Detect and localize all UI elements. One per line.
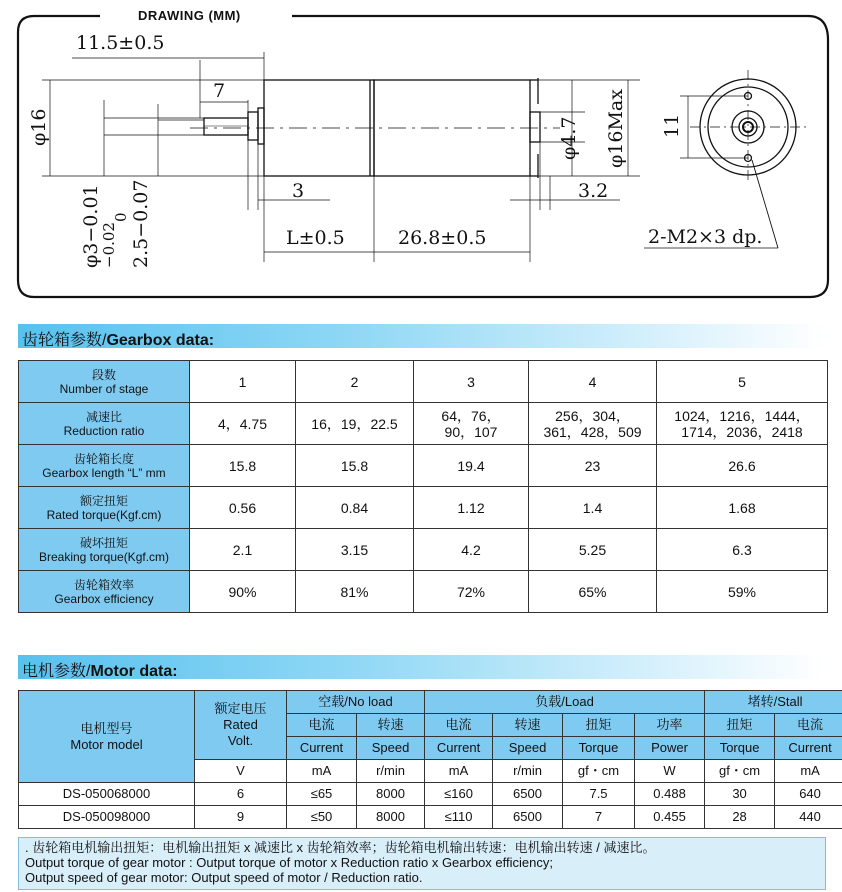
formula-note bbox=[18, 837, 826, 890]
note-line-torque: Output torque of gear motor : Output torque of motor x Reduction ratio x Gearbox efficiency; bbox=[25, 855, 553, 870]
motor-cell: 0.455 bbox=[635, 806, 705, 829]
gearbox-cell: 90% bbox=[190, 571, 296, 613]
dim-three: 3 bbox=[292, 180, 305, 202]
gearbox-cell: 1.68 bbox=[657, 487, 828, 529]
motor-subheader-en: Speed bbox=[493, 737, 563, 760]
gearbox-cell: 81% bbox=[296, 571, 414, 613]
gearbox-cell: 1 bbox=[190, 361, 296, 403]
gearbox-cell: 65% bbox=[529, 571, 657, 613]
gearbox-row bbox=[19, 571, 828, 613]
dim-hole-spacing: 11 bbox=[661, 113, 683, 138]
gearbox-cell: 3 bbox=[414, 361, 529, 403]
stall-header: 堵转/Stall bbox=[705, 691, 842, 714]
motor-unit: r/min bbox=[493, 760, 563, 783]
gearbox-row-header: 额定扭矩 Rated torque(Kgf.cm) bbox=[19, 487, 190, 529]
dim-motor-diameter: φ16Max bbox=[605, 89, 627, 168]
motor-section-header bbox=[18, 655, 826, 679]
gearbox-cell: 16，19，22.5 bbox=[296, 403, 414, 445]
gearbox-cell: 15.8 bbox=[190, 445, 296, 487]
gearbox-cell: 6.3 bbox=[657, 529, 828, 571]
motor-cell: ≤50 bbox=[287, 806, 357, 829]
motor-subheader-cn: 电流 bbox=[775, 714, 842, 737]
dim-motor-length: 26.8±0.5 bbox=[398, 227, 487, 249]
gearbox-cell: 19.4 bbox=[414, 445, 529, 487]
motor-subheader-en: Torque bbox=[563, 737, 635, 760]
motor-cell: ≤65 bbox=[287, 783, 357, 806]
motor-unit: mA bbox=[425, 760, 493, 783]
gearbox-cell: 26.6 bbox=[657, 445, 828, 487]
gearbox-heading-cn: 齿轮箱参数/ bbox=[22, 332, 107, 349]
gearbox-cell: 4 bbox=[529, 361, 657, 403]
motor-unit: r/min bbox=[357, 760, 425, 783]
note-line-cn: . 齿轮箱电机输出扭矩：电机输出扭矩 x 减速比 x 齿轮箱效率；齿轮箱电机输出转速：电机输出转速 / 减速比。 bbox=[25, 840, 656, 855]
gearbox-cell: 4.2 bbox=[414, 529, 529, 571]
gearbox-cell: 1.12 bbox=[414, 487, 529, 529]
dim-shaft-length: 11.5±0.5 bbox=[76, 32, 165, 54]
shaft-flange bbox=[248, 112, 258, 140]
motor-heading-cn: 电机参数/ bbox=[22, 663, 91, 680]
motor-subheader-en: Current bbox=[425, 737, 493, 760]
motor-unit: W bbox=[635, 760, 705, 783]
motor-subheader-en: Current bbox=[287, 737, 357, 760]
gearbox-cell: 2 bbox=[296, 361, 414, 403]
gearbox-cell: 0.84 bbox=[296, 487, 414, 529]
motor-subheader-en: Power bbox=[635, 737, 705, 760]
gearbox-row bbox=[19, 529, 828, 571]
gearbox-row bbox=[19, 445, 828, 487]
gearbox-cell: 1.4 bbox=[529, 487, 657, 529]
motor-unit: mA bbox=[775, 760, 842, 783]
motor-unit: V bbox=[195, 760, 287, 783]
motor-cell: 8000 bbox=[357, 806, 425, 829]
gearbox-cell: 4，4.75 bbox=[190, 403, 296, 445]
motor-subheader-cn: 转速 bbox=[493, 714, 563, 737]
gearbox-section-header bbox=[18, 324, 826, 348]
drawing-panel bbox=[0, 0, 842, 300]
gearbox-cell: 5.25 bbox=[529, 529, 657, 571]
motor-subheader-en: Torque bbox=[705, 737, 775, 760]
motor-row bbox=[19, 783, 842, 806]
motor-subheader-cn: 扭矩 bbox=[705, 714, 775, 737]
motor-cell: 7.5 bbox=[563, 783, 635, 806]
motor-cell: 8000 bbox=[357, 783, 425, 806]
load-header: 负载/Load bbox=[425, 691, 705, 714]
gearbox-row bbox=[19, 403, 828, 445]
dim-boss-length: 3.2 bbox=[578, 180, 609, 202]
dim-flat-width-tol: 0 bbox=[112, 212, 130, 222]
gearbox-row-header: 减速比 Reduction ratio bbox=[19, 403, 190, 445]
motor-unit: mA bbox=[287, 760, 357, 783]
motor-subheader-cn: 转速 bbox=[357, 714, 425, 737]
motor-cell: 30 bbox=[705, 783, 775, 806]
motor-cell: 640 bbox=[775, 783, 842, 806]
motor-row bbox=[19, 806, 842, 829]
gearbox-cell: 59% bbox=[657, 571, 828, 613]
gearbox-cell: 15.8 bbox=[296, 445, 414, 487]
motor-cell: 440 bbox=[775, 806, 842, 829]
gearbox-row-header: 齿轮箱效率 Gearbox efficiency bbox=[19, 571, 190, 613]
motor-subheader-cn: 功率 bbox=[635, 714, 705, 737]
motor-table bbox=[18, 690, 842, 829]
drawing-title: DRAWING (MM) bbox=[132, 8, 247, 23]
motor-cell: 9 bbox=[195, 806, 287, 829]
motor-cell: 7 bbox=[563, 806, 635, 829]
dim-shaft-diameter: φ3−0.01 bbox=[80, 184, 102, 268]
dim-seven: 7 bbox=[213, 80, 226, 102]
gearbox-cell: 0.56 bbox=[190, 487, 296, 529]
noload-header: 空载/No load bbox=[287, 691, 425, 714]
dim-body-diameter: φ16 bbox=[28, 108, 50, 146]
gearbox-row-header: 段数 Number of stage bbox=[19, 361, 190, 403]
gearbox-row bbox=[19, 361, 828, 403]
motor-model: DS-050068000 bbox=[19, 783, 195, 806]
gearbox-row-header: 齿轮箱长度 Gearbox length “L” mm bbox=[19, 445, 190, 487]
motor-cell: ≤110 bbox=[425, 806, 493, 829]
motor-model: DS-050098000 bbox=[19, 806, 195, 829]
motor-cell: 6 bbox=[195, 783, 287, 806]
output-shaft bbox=[204, 118, 248, 135]
dim-boss-diameter: φ4.7 bbox=[558, 116, 580, 160]
motor-cell: ≤160 bbox=[425, 783, 493, 806]
motor-subheader-en: Speed bbox=[357, 737, 425, 760]
motor-subheader-cn: 电流 bbox=[425, 714, 493, 737]
gearbox-cell: 3.15 bbox=[296, 529, 414, 571]
gearbox-cell: 2.1 bbox=[190, 529, 296, 571]
motor-unit: gf・cm bbox=[563, 760, 635, 783]
dim-shaft-diameter-tol: −0.02 bbox=[100, 222, 118, 268]
dim-gearbox-length: L±0.5 bbox=[286, 227, 345, 249]
motor-cell: 28 bbox=[705, 806, 775, 829]
gearbox-cell: 1024，1216，1444， 1714，2036，2418 bbox=[657, 403, 828, 445]
motor-subheader-cn: 电流 bbox=[287, 714, 357, 737]
gearbox-cell: 5 bbox=[657, 361, 828, 403]
gearbox-table bbox=[18, 360, 828, 613]
motor-model-header: 电机型号 Motor model bbox=[19, 691, 195, 783]
motor-subheader-cn: 扭矩 bbox=[563, 714, 635, 737]
gearbox-cell: 256，304， 361，428，509 bbox=[529, 403, 657, 445]
gearbox-row bbox=[19, 487, 828, 529]
motor-cell: 6500 bbox=[493, 783, 563, 806]
note-line-speed: Output speed of gear motor: Output speed of motor / Reduction ratio. bbox=[25, 870, 423, 885]
motor-unit: gf・cm bbox=[705, 760, 775, 783]
motor-cell: 6500 bbox=[493, 806, 563, 829]
motor-cell: 0.488 bbox=[635, 783, 705, 806]
rated-volt-header: 额定电压 Rated Volt. bbox=[195, 691, 287, 760]
gearbox-row-header: 破坏扭矩 Breaking torque(Kgf.cm) bbox=[19, 529, 190, 571]
dim-flat-width: 2.5−0.07 bbox=[130, 179, 152, 268]
motor-subheader-en: Current bbox=[775, 737, 842, 760]
gearbox-cell: 64，76， 90，107 bbox=[414, 403, 529, 445]
gearbox-heading-en: Gearbox data: bbox=[106, 332, 215, 349]
motor-heading-en: Motor data: bbox=[90, 663, 178, 680]
gearbox-cell: 23 bbox=[529, 445, 657, 487]
dim-mounting-holes: 2-M2×3 dp. bbox=[648, 226, 763, 248]
gearbox-cell: 72% bbox=[414, 571, 529, 613]
